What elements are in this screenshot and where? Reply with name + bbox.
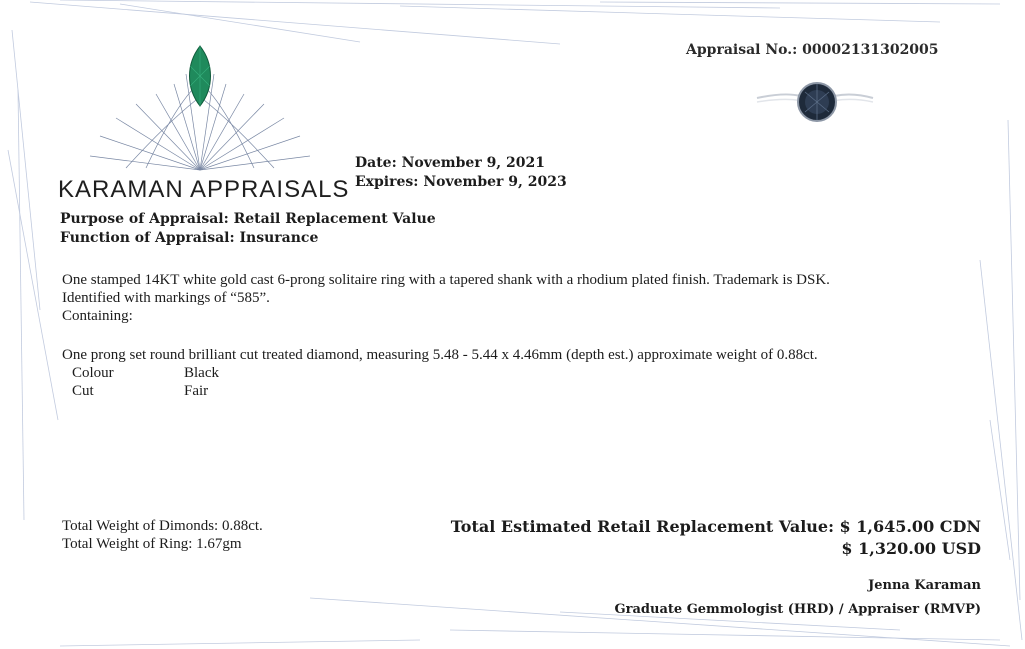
attribute-row-cut <box>62 382 818 400</box>
description-line-2: Identified with markings of “585”. <box>62 290 270 306</box>
ring-description <box>62 271 830 325</box>
ring-photo <box>755 78 875 134</box>
replacement-value <box>451 516 981 560</box>
attribute-value: Black <box>184 365 219 381</box>
stone-description <box>62 346 818 400</box>
attribute-label: Colour <box>72 365 114 381</box>
appraisal-function: Function of Appraisal: Insurance <box>60 230 319 246</box>
appraisal-number: Appraisal No.: 00002131302005 <box>686 42 939 58</box>
stone-line: One prong set round brilliant cut treated diamond, measuring 5.48 - 5.44 x 4.46mm (depth est.) approximate weight of 0.88ct. <box>62 347 818 363</box>
description-line-1: One stamped 14KT white gold cast 6-prong solitaire ring with a tapered shank with a rhodium plated finish. Trademark is DSK. <box>62 272 830 288</box>
total-diamond-weight: Total Weight of Dimonds: 0.88ct. <box>62 518 263 534</box>
value-usd: $ 1,320.00 USD <box>841 539 981 558</box>
weight-totals <box>62 517 263 553</box>
attribute-label: Cut <box>72 383 94 399</box>
appraisal-purpose: Purpose of Appraisal: Retail Replacement Value <box>60 211 436 227</box>
appraisal-date: Date: November 9, 2021 <box>355 155 546 171</box>
description-line-3: Containing: <box>62 308 133 324</box>
total-ring-weight: Total Weight of Ring: 1.67gm <box>62 536 242 552</box>
appraiser-name: Jenna Karaman <box>868 578 981 593</box>
purpose-block <box>60 210 436 248</box>
attribute-value: Fair <box>184 383 209 399</box>
attribute-row-colour <box>62 364 818 382</box>
value-cdn: Total Estimated Retail Replacement Value: $ 1,645.00 CDN <box>450 517 981 536</box>
marquise-gem-fan-icon <box>86 44 316 174</box>
date-block <box>355 154 567 192</box>
signature-block <box>615 574 981 622</box>
appraiser-title: Graduate Gemmologist (HRD) / Appraiser (RMVP) <box>614 602 981 617</box>
expiry-date: Expires: November 9, 2023 <box>355 174 567 190</box>
brand-name: KARAMAN APPRAISALS <box>58 176 350 203</box>
